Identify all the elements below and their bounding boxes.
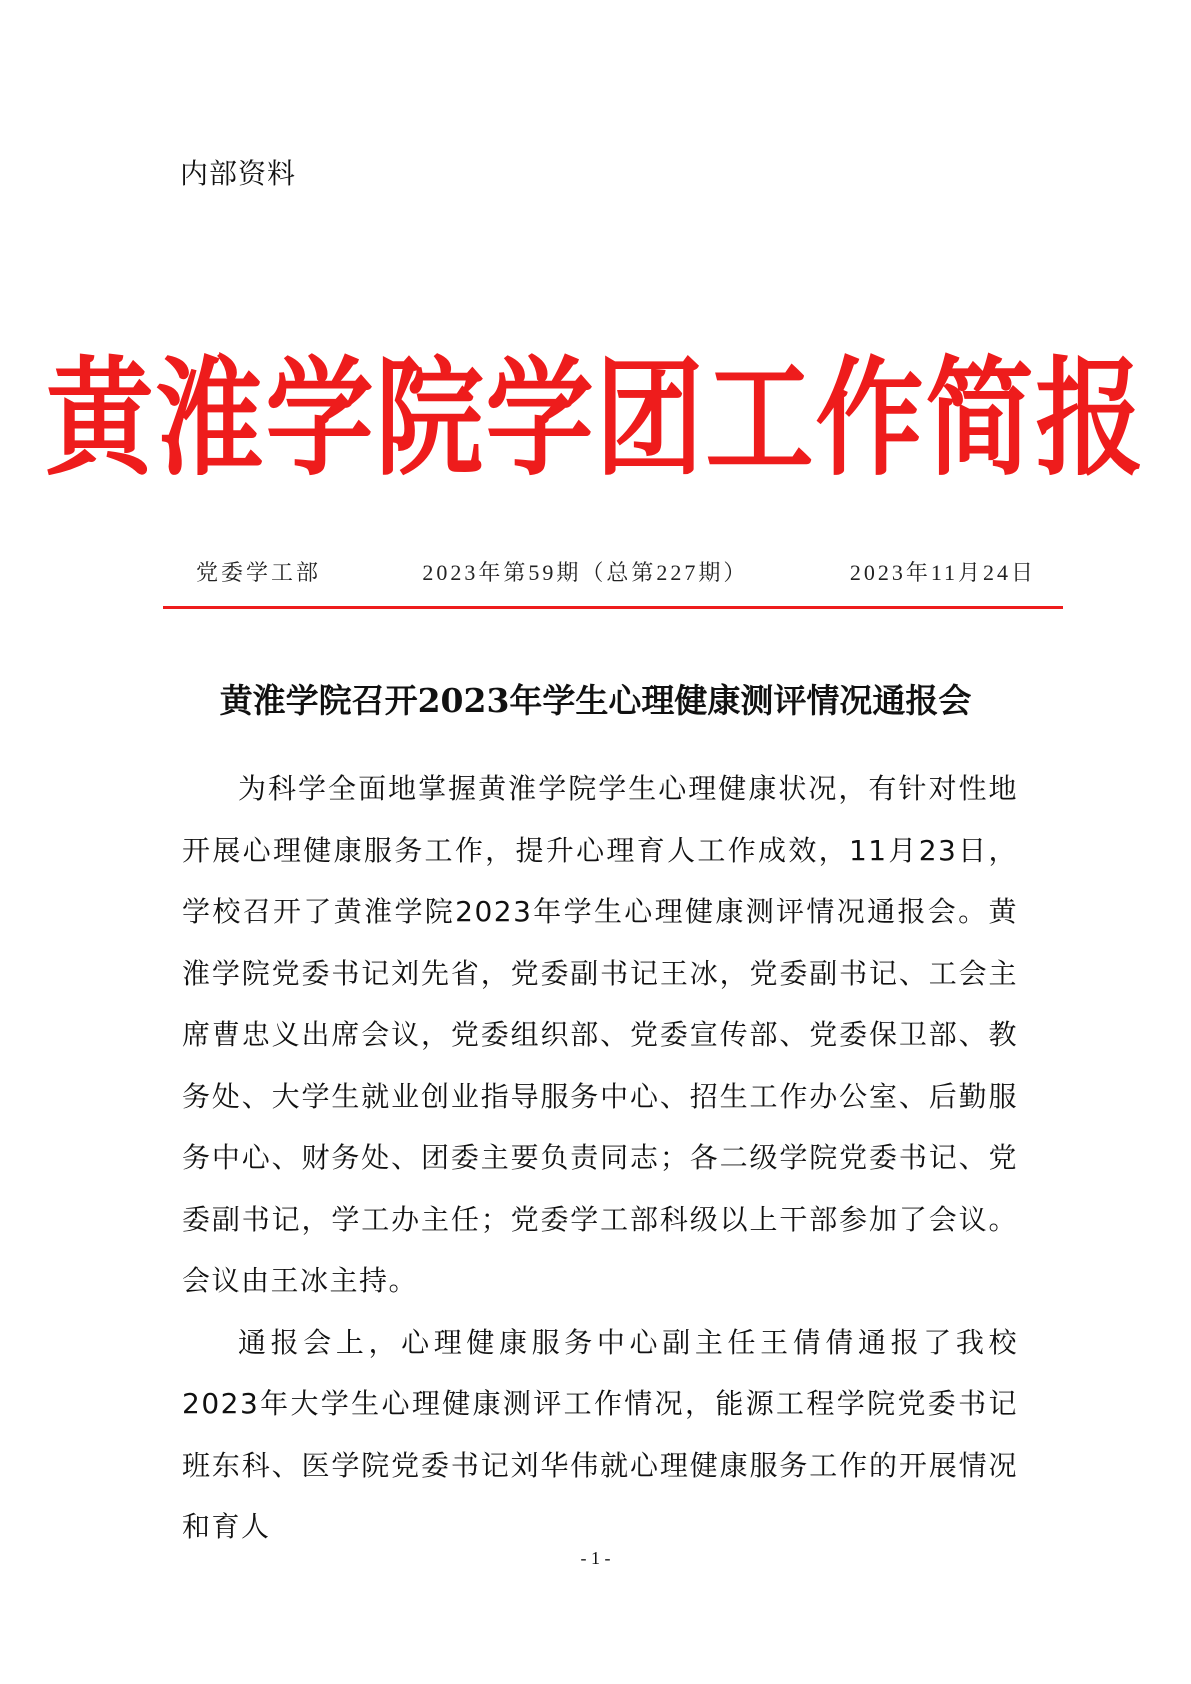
article-body <box>182 758 1018 1558</box>
bulletin-masthead: 黄淮学院学团工作简报 <box>45 344 1146 494</box>
internal-document-label: 内部资料 <box>180 157 297 190</box>
article-title: 黄淮学院召开2023年学生心理健康测评情况通报会 <box>219 681 972 720</box>
issue-info-line <box>196 556 1036 587</box>
issue-number: 2023年第59期（总第227期） <box>422 560 749 585</box>
issue-date: 2023年11月24日 <box>849 560 1036 585</box>
red-divider-rule <box>163 606 1063 609</box>
article-paragraph-2: 通报会上，心理健康服务中心副主任王倩倩通报了我校2023年大学生心理健康测评工作情况，能源工程学院党委书记班东科、医学院党委书记刘华伟就心理健康服务工作的开展情况和育人 <box>182 1325 1018 1543</box>
article-paragraph-1: 为科学全面地掌握黄淮学院学生心理健康状况，有针对性地开展心理健康服务工作，提升心理育人工作成效，11月23日，学校召开了黄淮学院2023年学生心理健康测评情况通报会。黄淮学院党委书记刘先省，党委副书记王冰，党委副书记、工会主席曹忠义出席会议，党委组织部、党委宣传部、党委保卫部、教务处、大学生就业创业指导服务中心、招生工作办公室、后勤服务中心、财务处、团委主要负责同志；各二级学院党委书记、党委副书记，学工办主任；党委学工部科级以上干部参加了会议。会议由王冰主持。 <box>182 772 1018 1297</box>
issuing-department: 党委学工部 <box>196 560 322 585</box>
page-number: - 1 - <box>580 1548 611 1568</box>
